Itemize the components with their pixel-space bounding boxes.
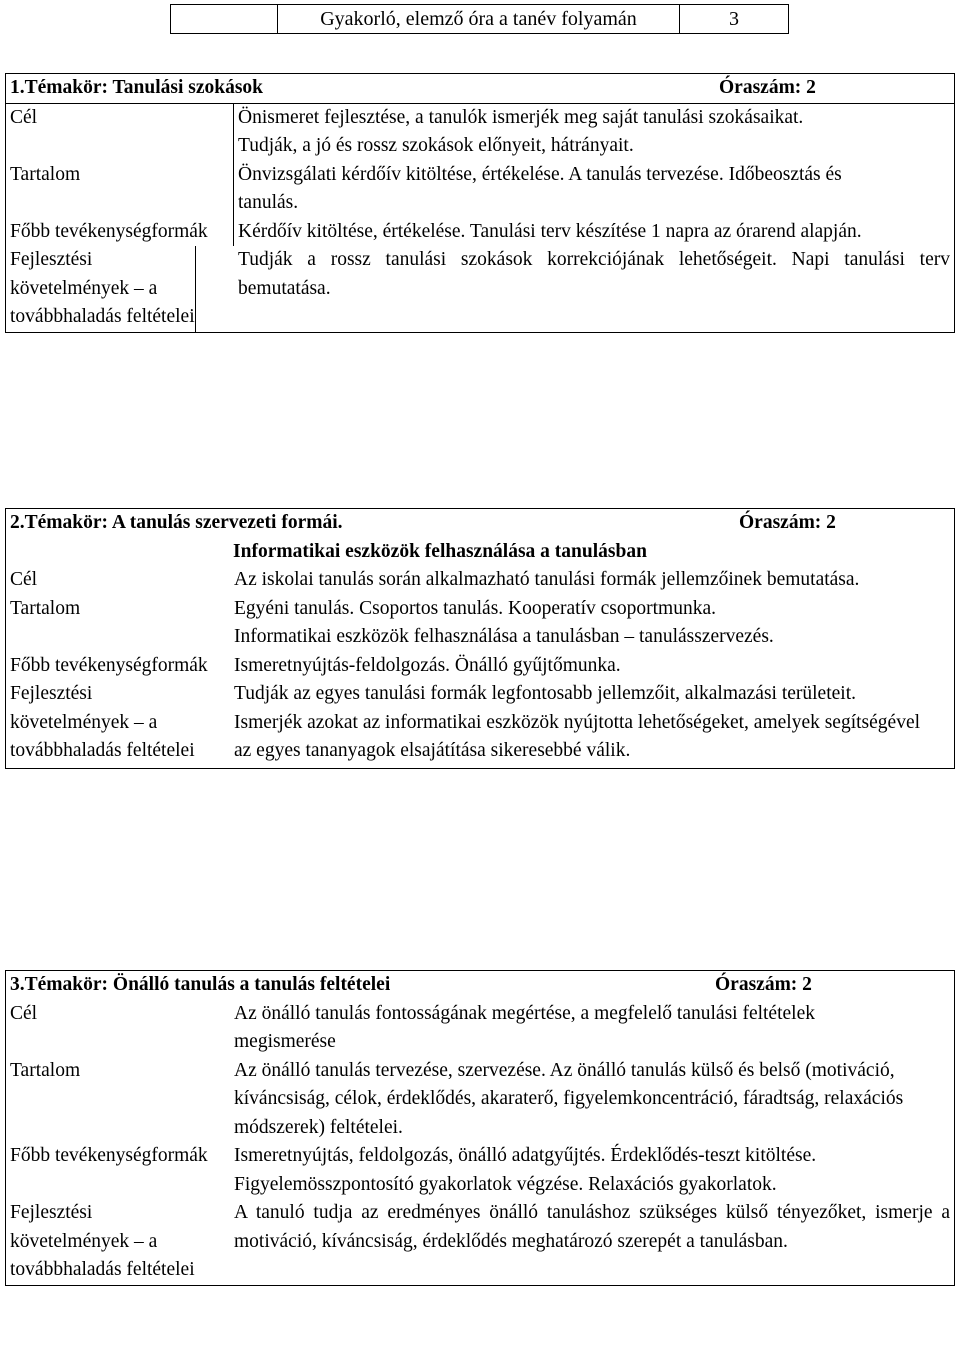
topic-subtitle: Informatikai eszközök felhasználása a tanulásban [233, 540, 647, 562]
topic-1-table [5, 73, 955, 333]
topic-hours: Óraszám: 2 [715, 974, 812, 995]
header-table [170, 4, 789, 34]
tartalom-text: Egyéni tanulás. Csoportos tanulás. Kooperatív csoportmunka. [234, 597, 716, 619]
fobb-label: Főbb tevékenységformák [10, 654, 208, 676]
tartalom-text: Az önálló tanulás tervezése, szervezése. Az önálló tanulás külső és belső (motiváció, kíváncsiság, célok, érdeklődés, akaraterő, figyelemkoncentráció, fáradtság, relaxációs módszerek) feltételei. [234, 1059, 904, 1138]
row-cel [6, 566, 954, 595]
fejl-label: Fejlesztési követelmények – a továbbhaladás feltételei [10, 683, 195, 761]
topic-2-table [5, 508, 955, 769]
row-tartalom [6, 1057, 954, 1143]
row-fobb [6, 1142, 954, 1199]
topic-hours: Óraszám: 2 [719, 77, 816, 98]
topic-title: 2.Témakör: A tanulás szervezeti formái. [10, 512, 343, 533]
fejl-value [234, 246, 954, 332]
tartalom-value [234, 595, 954, 652]
cel-text: Tudják, a jó és rossz szokások előnyeit, hátrányait. [238, 135, 634, 156]
header-hours: 3 [729, 7, 739, 30]
row-fobb [6, 218, 954, 247]
fejl-text: Ismerjék azokat az informatikai eszközök nyújtotta lehetőségeket, amelyek segítségével az egyes tananyagok elsajátítása sikeresebbé válik. [234, 711, 921, 761]
tartalom-label: Tartalom [10, 597, 81, 619]
cel-text: Önismeret fejlesztése, a tanulók ismerjék meg saját tanulási szokásaikat. [238, 106, 804, 128]
topic-hours: Óraszám: 2 [739, 512, 836, 533]
row-fejl [6, 1199, 954, 1285]
fobb-label: Főbb tevékenységformák [6, 218, 234, 247]
header-empty-cell [171, 5, 278, 33]
cel-value [234, 104, 954, 161]
row-fobb [6, 652, 954, 681]
fobb-value [234, 218, 954, 247]
tartalom-label: Tartalom [6, 161, 234, 218]
tartalom-value [234, 1057, 954, 1143]
topic-title-line [6, 971, 954, 1000]
topic-title: 1.Témakör: Tanulási szokások [10, 77, 264, 98]
fobb-text: Ismeretnyújtás, feldolgozás, önálló adatgyűjtés. Érdeklődés-teszt kitöltése. Figyelemösszpontosító gyakorlatok végzése. Relaxációs gyakorlatok. [234, 1145, 817, 1195]
row-fejl [6, 246, 954, 332]
fejl-value [234, 680, 954, 766]
row-tartalom [6, 595, 954, 652]
topic-title-line [6, 74, 954, 104]
tartalom-text: Önvizsgálati kérdőív kitöltése, értékelése. A tanulás tervezése. Időbeosztás és tanulás. [238, 163, 842, 213]
fejl-text: Tudják az egyes tanulási formák legfontosabb jellemzőit, alkalmazási területeit. [234, 683, 857, 704]
tartalom-text: Informatikai eszközök felhasználása a tanulásban – tanulásszervezés. [234, 626, 774, 647]
fobb-label: Főbb tevékenységformák [10, 1145, 208, 1166]
fobb-text: Kérdőív kitöltése, értékelése. Tanulási terv készítése 1 napra az órarend alapján. [238, 220, 862, 242]
fobb-text: Ismeretnyújtás-feldolgozás. Önálló gyűjtőmunka. [234, 654, 621, 676]
cel-text: Az önálló tanulás fontosságának megértése, a megfelelő tanulási feltételek megismerése [234, 1002, 815, 1052]
header-title: Gyakorló, elemző óra a tanév folyamán [278, 5, 680, 33]
fejl-value [234, 1199, 954, 1285]
fejl-text: A tanuló tudja az eredményes önálló tanuláshoz szükséges külső tényezőket, ismerje a motiváció, kíváncsiság, érdeklődés meghatározó szerepét a tanulásban. [234, 1202, 950, 1252]
cel-text: Az iskolai tanulás során alkalmazható tanulási formák jellemzőinek bemutatása. [234, 569, 860, 590]
row-cel [6, 104, 954, 161]
fejl-label: Fejlesztési követelmények – a továbbhaladás feltételei [6, 246, 196, 332]
fejl-text: Tudják a rossz tanulási szokások korrekciójának lehetőségeit. Napi tanulási terv bemutatása. [238, 249, 950, 299]
fobb-value [234, 652, 954, 681]
row-fejl [6, 680, 954, 768]
row-cel [6, 1000, 954, 1057]
topic-3-table [5, 970, 955, 1286]
cel-label: Cél [10, 1002, 38, 1024]
cel-label: Cél [10, 569, 38, 590]
cel-value [234, 1000, 954, 1057]
fobb-value [234, 1142, 954, 1199]
topic-title: 3.Témakör: Önálló tanulás a tanulás feltételei [10, 974, 391, 995]
row-tartalom [6, 161, 954, 218]
cel-value [234, 566, 954, 595]
topic-title-line [6, 509, 954, 538]
tartalom-label: Tartalom [10, 1059, 81, 1081]
tartalom-value [234, 161, 954, 218]
cel-label: Cél [6, 104, 234, 161]
fejl-label: Fejlesztési követelmények – a továbbhaladás feltételei [10, 1202, 195, 1280]
